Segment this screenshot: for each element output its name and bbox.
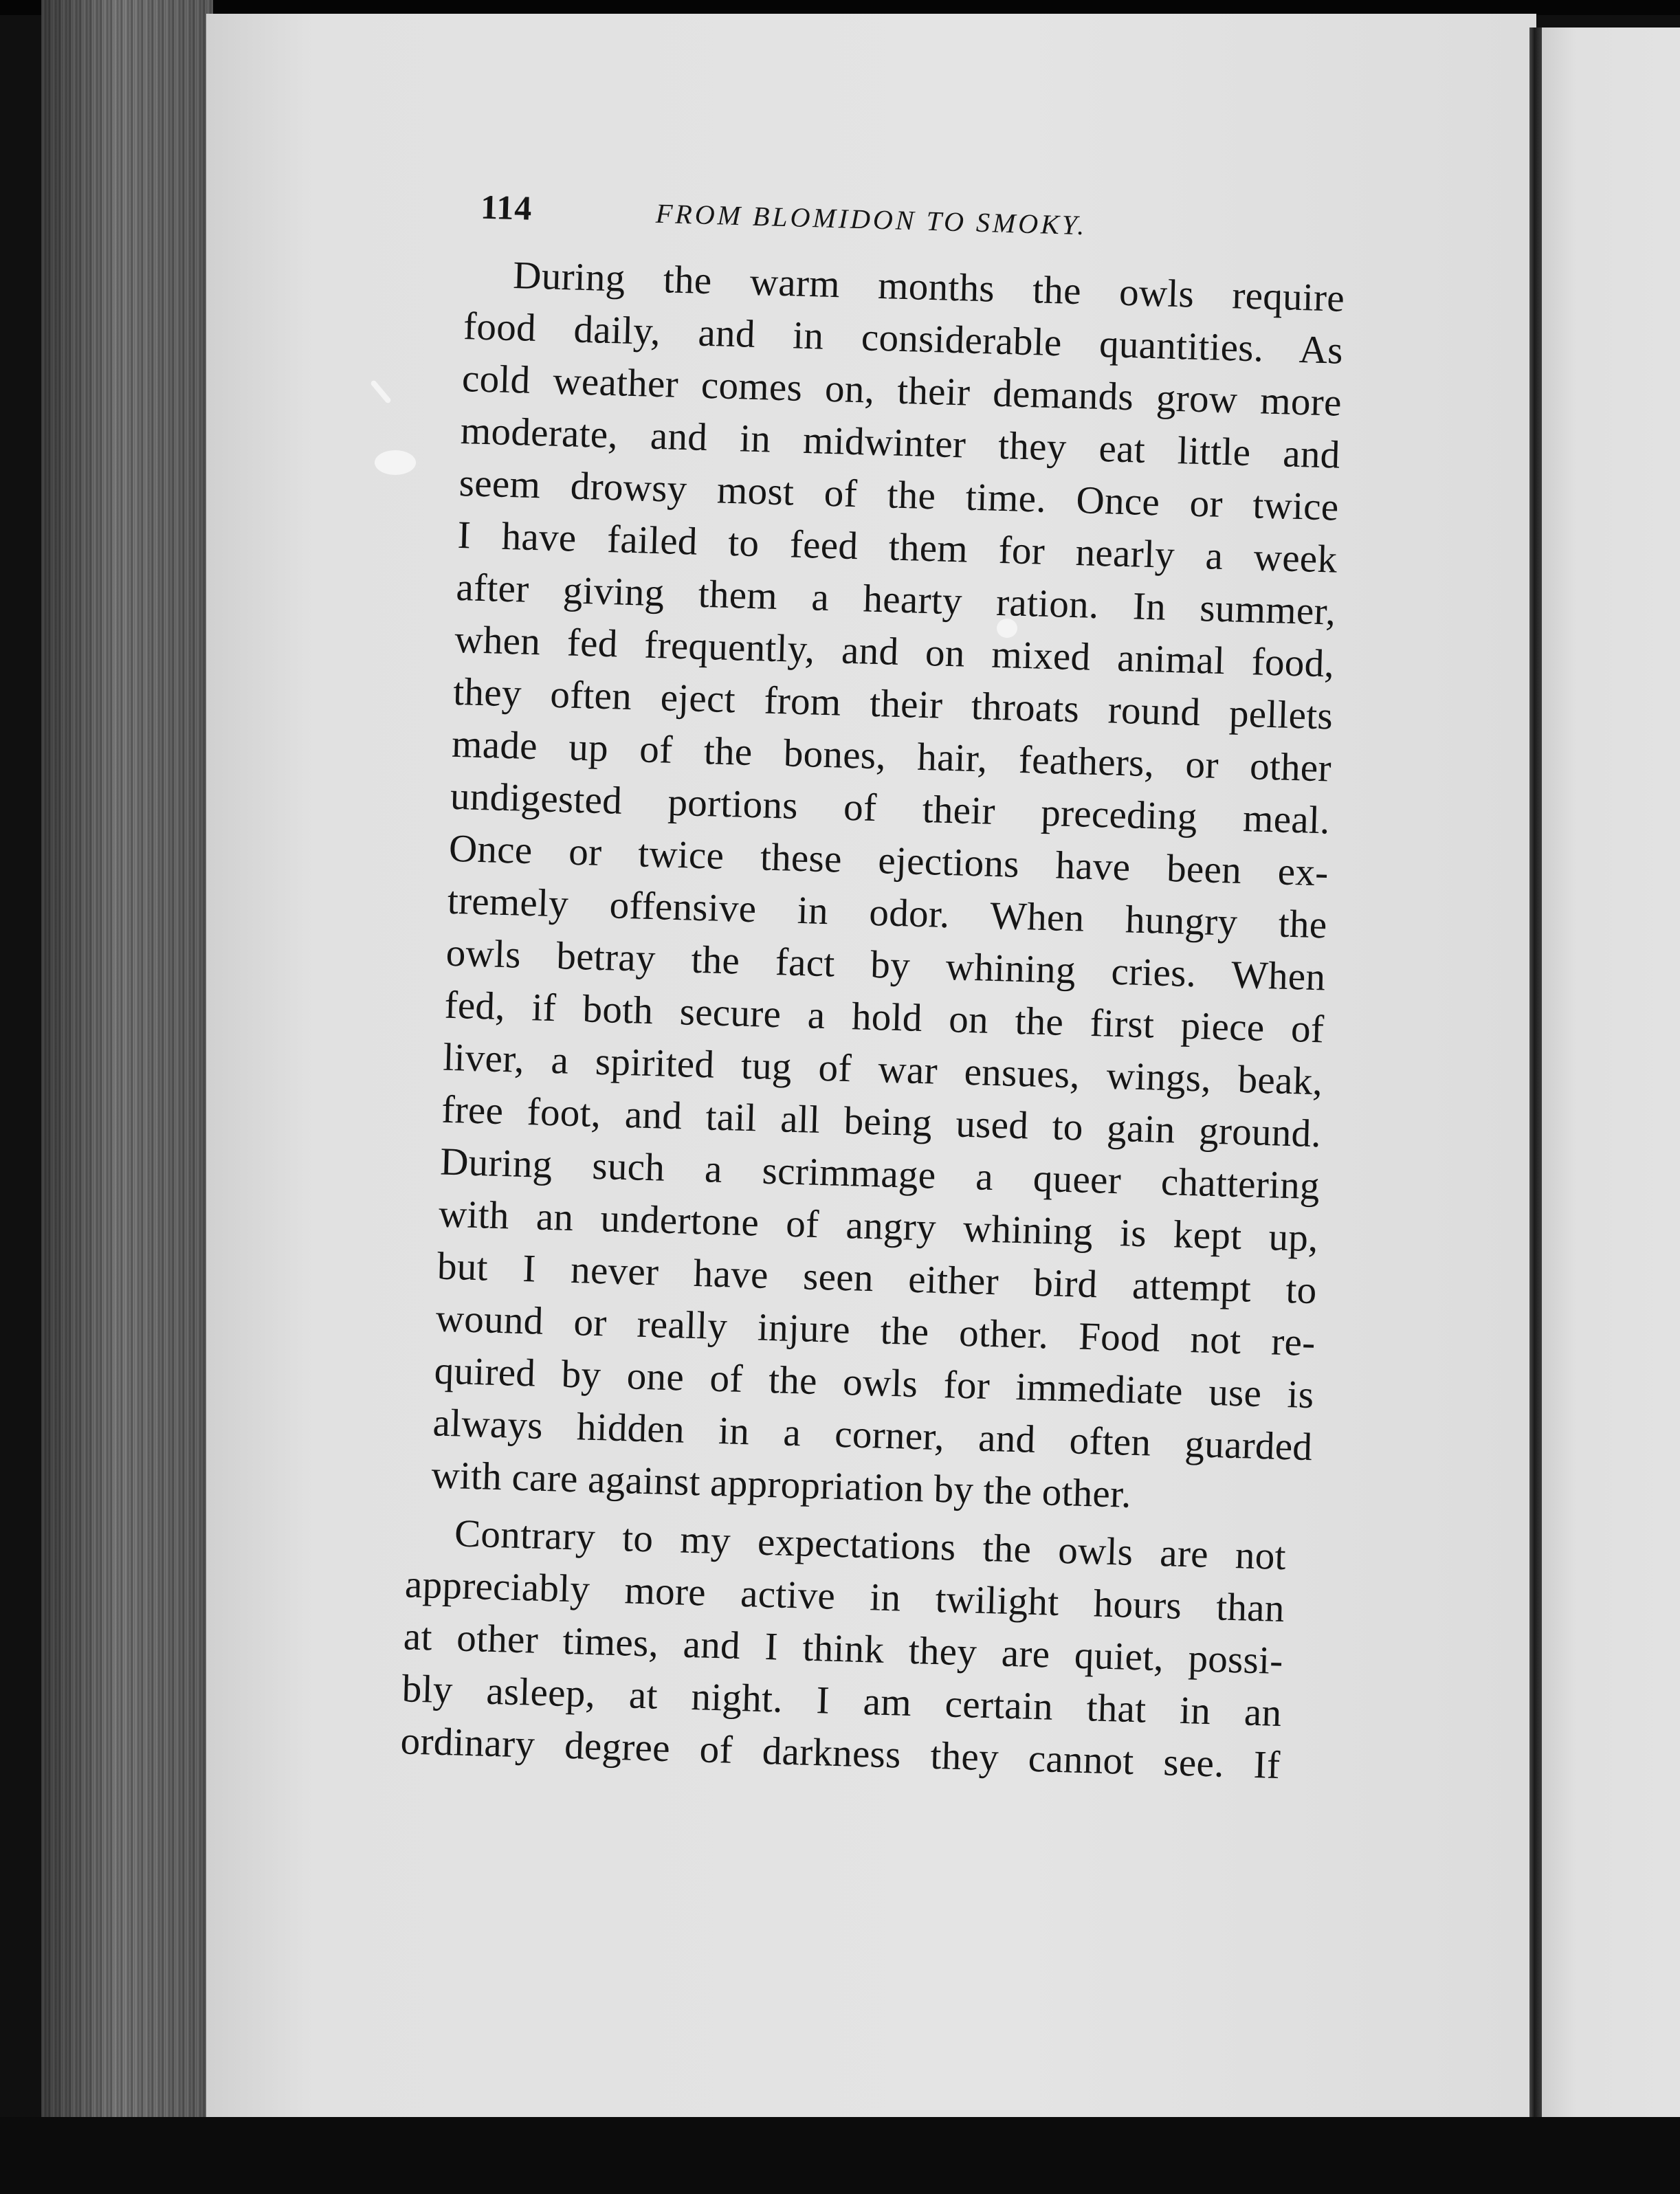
- text-line: undigested portions of their preceding meal.: [450, 774, 1331, 843]
- paragraph: [431, 248, 1345, 1526]
- text-line: with an undertone of angry whining is kept up,: [438, 1192, 1319, 1261]
- text-line: at other times, and I think they are quiet, possi-: [403, 1615, 1284, 1683]
- text-line: made up of the bones, hair, feathers, or other: [451, 722, 1332, 790]
- scan-speck: [375, 450, 416, 475]
- text-line: fed, if both secure a hold on the first piece of: [443, 983, 1325, 1052]
- film-border-top: [0, 0, 1680, 15]
- text-line: moderate, and in midwinter they eat little and: [460, 408, 1341, 477]
- text-line: after giving them a hearty ration. In summer,: [455, 565, 1337, 634]
- text-line: I have failed to feed them for nearly a week: [456, 513, 1338, 581]
- text-line: owls betray the fact by whining cries. When: [445, 931, 1327, 999]
- text-line: tremely offensive in odor. When hungry the: [447, 878, 1328, 947]
- text-line: cold weather comes on, their demands grow more: [461, 357, 1342, 425]
- text-line: wound or really injure the other. Food not re-: [435, 1296, 1316, 1365]
- scan-speck: [370, 379, 392, 404]
- text-line: always hidden in a corner, and often guarded: [432, 1401, 1314, 1470]
- text-line: During such a scrimmage a queer chattering: [439, 1140, 1320, 1208]
- text-line: ordinary degree of darkness they cannot see. If: [399, 1719, 1281, 1788]
- text-line: food daily, and in considerable quantities. As: [463, 304, 1344, 373]
- text-line: but I never have seen either bird attempt to: [436, 1244, 1318, 1313]
- text-line: liver, a spirited tug of war ensues, wings, beak,: [442, 1035, 1323, 1104]
- text-line: Once or twice these ejections have been ex-: [448, 826, 1329, 895]
- facing-page-edge: [1542, 27, 1680, 2117]
- text-line: appreciably more active in twilight hours than: [404, 1562, 1285, 1631]
- text-line: Contrary to my expectations the owls are not: [454, 1511, 1287, 1579]
- text-line: when fed frequently, and on mixed animal food,: [454, 617, 1335, 686]
- text-line: quired by one of the owls for immediate use is: [433, 1349, 1315, 1417]
- text-line: seem drowsy most of the time. Once or twice: [458, 461, 1340, 529]
- text-line: During the warm months the owls require: [512, 254, 1345, 320]
- paragraph: [400, 1506, 1287, 1792]
- running-title: FROM BLOMIDON TO SMOKY.: [655, 197, 1087, 241]
- text-line: bly asleep, at night. I am certain that in an: [401, 1667, 1283, 1736]
- text-block: [396, 186, 1375, 1793]
- text-line: with care against appropriation by the other.: [430, 1453, 1132, 1516]
- text-line: free foot, and tail all being used to gain ground.: [441, 1087, 1322, 1156]
- film-border-bottom: [0, 2117, 1680, 2194]
- page-gutter: [1529, 27, 1542, 2117]
- text-line: they often eject from their throats round pellets: [452, 669, 1334, 738]
- page-number: 114: [480, 187, 533, 228]
- page-edges-shadow: [41, 0, 213, 2117]
